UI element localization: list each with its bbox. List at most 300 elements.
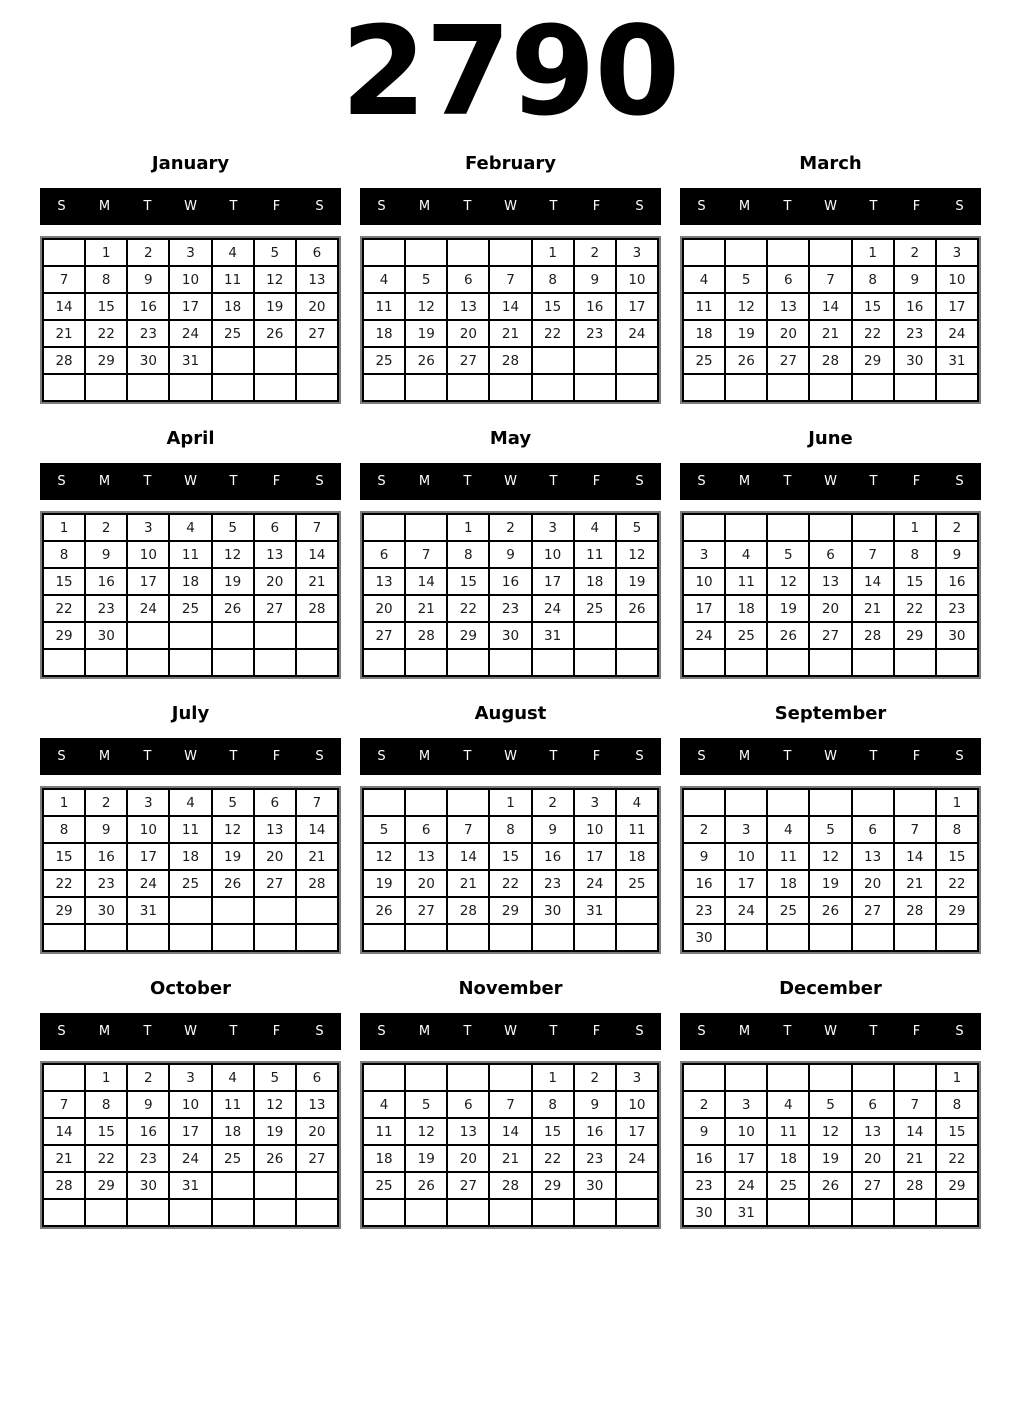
day-of-week-header (40, 463, 341, 500)
day-cell (296, 1199, 338, 1226)
month-table-outline (680, 786, 981, 954)
day-cell: 2 (574, 1064, 616, 1091)
week-row (363, 347, 658, 374)
day-cell: 20 (296, 1118, 338, 1145)
month-may (360, 428, 661, 679)
day-cell (254, 1172, 296, 1199)
day-of-week-label: M (738, 749, 751, 765)
day-cell: 25 (767, 897, 809, 924)
day-cell (127, 924, 169, 951)
day-cell: 25 (683, 347, 725, 374)
day-cell (363, 924, 405, 951)
day-cell (296, 347, 338, 374)
day-cell: 9 (936, 541, 978, 568)
day-cell: 10 (683, 568, 725, 595)
day-cell: 28 (296, 595, 338, 622)
day-cell (725, 649, 767, 676)
day-cell: 23 (683, 1172, 725, 1199)
day-of-week-header (680, 738, 981, 775)
day-cell (212, 924, 254, 951)
day-cell: 20 (447, 1145, 489, 1172)
day-cell: 15 (85, 1118, 127, 1145)
day-cell (852, 514, 894, 541)
day-cell: 1 (936, 789, 978, 816)
day-cell: 13 (447, 293, 489, 320)
day-cell: 10 (936, 266, 978, 293)
day-cell: 23 (683, 897, 725, 924)
day-cell (405, 1199, 447, 1226)
day-cell: 27 (447, 1172, 489, 1199)
day-cell: 13 (254, 816, 296, 843)
day-of-week-header (360, 188, 661, 225)
day-cell: 19 (616, 568, 658, 595)
day-cell: 10 (616, 266, 658, 293)
day-cell: 9 (85, 816, 127, 843)
day-cell: 16 (532, 843, 574, 870)
day-of-week-label: S (635, 199, 644, 215)
day-cell (852, 374, 894, 401)
day-of-week-label: M (738, 199, 751, 215)
day-cell: 29 (43, 897, 85, 924)
day-cell: 18 (616, 843, 658, 870)
day-cell (212, 374, 254, 401)
day-cell (683, 514, 725, 541)
week-row (43, 595, 338, 622)
day-cell: 13 (296, 266, 338, 293)
day-cell: 23 (85, 870, 127, 897)
day-cell: 21 (809, 320, 851, 347)
month-name: June (808, 428, 853, 450)
day-cell: 5 (254, 1064, 296, 1091)
week-row (363, 568, 658, 595)
month-days-table (362, 788, 659, 952)
week-row (683, 649, 978, 676)
day-of-week-header (40, 188, 341, 225)
day-of-week-label: M (418, 474, 431, 490)
month-name: September (774, 703, 887, 725)
day-cell: 11 (574, 541, 616, 568)
month-name: March (799, 153, 862, 175)
week-row (683, 1172, 978, 1199)
day-of-week-label: S (955, 1024, 964, 1040)
day-cell: 19 (363, 870, 405, 897)
day-cell: 30 (683, 1199, 725, 1226)
day-cell: 3 (532, 514, 574, 541)
day-cell: 2 (683, 816, 725, 843)
day-cell (683, 374, 725, 401)
day-cell (809, 514, 851, 541)
day-cell: 1 (447, 514, 489, 541)
day-cell: 24 (616, 1145, 658, 1172)
day-cell: 21 (296, 568, 338, 595)
day-cell: 8 (532, 266, 574, 293)
day-cell (532, 347, 574, 374)
week-row (43, 1172, 338, 1199)
day-cell (212, 347, 254, 374)
day-cell: 30 (936, 622, 978, 649)
day-of-week-label: W (184, 474, 197, 490)
day-cell: 18 (683, 320, 725, 347)
day-of-week-label: T (783, 474, 792, 490)
day-of-week-label: T (463, 1024, 472, 1040)
day-cell: 17 (169, 1118, 211, 1145)
day-cell: 17 (936, 293, 978, 320)
day-of-week-label: S (57, 474, 66, 490)
day-cell: 15 (489, 843, 531, 870)
day-cell (169, 897, 211, 924)
day-cell: 29 (489, 897, 531, 924)
day-cell (127, 649, 169, 676)
week-row (363, 374, 658, 401)
day-of-week-label: S (635, 1024, 644, 1040)
day-cell (489, 239, 531, 266)
day-cell: 1 (43, 514, 85, 541)
week-row (363, 1118, 658, 1145)
day-of-week-label: S (57, 1024, 66, 1040)
week-row (43, 541, 338, 568)
day-cell: 20 (254, 843, 296, 870)
day-cell (489, 1199, 531, 1226)
month-days-table (682, 513, 979, 677)
day-cell: 20 (363, 595, 405, 622)
day-of-week-label: S (57, 749, 66, 765)
month-days-table (362, 513, 659, 677)
day-of-week-label: S (57, 199, 66, 215)
day-of-week-label: M (418, 1024, 431, 1040)
day-cell (767, 374, 809, 401)
week-row (683, 239, 978, 266)
day-cell: 27 (852, 897, 894, 924)
day-cell: 5 (616, 514, 658, 541)
day-of-week-label: F (592, 1024, 601, 1040)
day-cell (363, 514, 405, 541)
day-cell (212, 1199, 254, 1226)
day-cell (363, 1199, 405, 1226)
day-cell: 12 (254, 1091, 296, 1118)
day-of-week-label: S (315, 474, 324, 490)
day-cell: 14 (405, 568, 447, 595)
day-cell: 15 (43, 568, 85, 595)
day-cell (574, 347, 616, 374)
day-cell: 13 (405, 843, 447, 870)
calendar-grid (40, 153, 981, 1229)
day-cell: 11 (169, 816, 211, 843)
week-row (363, 1064, 658, 1091)
day-cell: 7 (809, 266, 851, 293)
day-cell: 27 (405, 897, 447, 924)
day-cell: 28 (447, 897, 489, 924)
day-cell: 4 (767, 816, 809, 843)
day-cell: 17 (725, 1145, 767, 1172)
day-cell: 25 (767, 1172, 809, 1199)
day-cell: 30 (127, 347, 169, 374)
day-cell: 9 (489, 541, 531, 568)
day-cell: 27 (809, 622, 851, 649)
day-cell: 6 (296, 1064, 338, 1091)
day-cell: 7 (894, 816, 936, 843)
week-row (43, 649, 338, 676)
day-cell (894, 1199, 936, 1226)
day-cell: 10 (127, 816, 169, 843)
day-cell (296, 924, 338, 951)
day-cell: 1 (532, 1064, 574, 1091)
week-row (683, 266, 978, 293)
day-cell: 28 (894, 1172, 936, 1199)
day-cell: 13 (363, 568, 405, 595)
day-cell: 14 (43, 1118, 85, 1145)
day-cell: 25 (363, 1172, 405, 1199)
day-cell: 2 (85, 514, 127, 541)
day-cell: 5 (212, 789, 254, 816)
day-cell: 11 (767, 1118, 809, 1145)
day-cell: 30 (894, 347, 936, 374)
day-cell: 9 (574, 266, 616, 293)
day-cell (767, 649, 809, 676)
week-row (363, 1199, 658, 1226)
day-cell: 19 (767, 595, 809, 622)
week-row (683, 374, 978, 401)
day-cell: 3 (574, 789, 616, 816)
day-cell: 12 (405, 1118, 447, 1145)
day-cell: 16 (894, 293, 936, 320)
day-cell: 6 (405, 816, 447, 843)
month-february (360, 153, 661, 404)
day-cell: 8 (936, 816, 978, 843)
day-cell: 27 (254, 870, 296, 897)
day-of-week-label: W (824, 199, 837, 215)
day-cell (683, 1064, 725, 1091)
day-of-week-label: T (549, 749, 558, 765)
day-cell (296, 622, 338, 649)
day-cell (43, 924, 85, 951)
day-cell: 13 (809, 568, 851, 595)
week-row (683, 1118, 978, 1145)
day-cell: 5 (405, 266, 447, 293)
day-cell: 5 (725, 266, 767, 293)
day-of-week-label: M (98, 199, 111, 215)
day-cell: 2 (683, 1091, 725, 1118)
day-of-week-label: T (229, 1024, 238, 1040)
day-cell: 18 (169, 568, 211, 595)
day-cell (725, 1064, 767, 1091)
day-cell (809, 1199, 851, 1226)
day-of-week-label: S (377, 1024, 386, 1040)
day-cell: 31 (169, 1172, 211, 1199)
day-cell: 4 (169, 789, 211, 816)
day-of-week-header (360, 738, 661, 775)
day-of-week-header (40, 1013, 341, 1050)
day-of-week-label: F (592, 749, 601, 765)
week-row (363, 293, 658, 320)
day-cell: 6 (447, 1091, 489, 1118)
month-august (360, 703, 661, 954)
day-cell (616, 924, 658, 951)
day-cell (43, 374, 85, 401)
day-cell (767, 1199, 809, 1226)
day-cell: 14 (852, 568, 894, 595)
day-cell: 11 (616, 816, 658, 843)
day-cell: 7 (447, 816, 489, 843)
day-of-week-label: T (783, 1024, 792, 1040)
month-october (40, 978, 341, 1229)
day-of-week-label: M (98, 474, 111, 490)
day-cell (43, 239, 85, 266)
day-cell: 20 (254, 568, 296, 595)
day-cell: 1 (936, 1064, 978, 1091)
month-table-outline (40, 511, 341, 679)
day-of-week-label: T (869, 749, 878, 765)
day-cell: 16 (489, 568, 531, 595)
day-cell (405, 374, 447, 401)
week-row (43, 1145, 338, 1172)
day-of-week-label: S (315, 1024, 324, 1040)
week-row (363, 1145, 658, 1172)
month-table-outline (360, 1061, 661, 1229)
day-of-week-label: F (272, 199, 281, 215)
day-cell: 5 (405, 1091, 447, 1118)
day-cell (489, 1064, 531, 1091)
day-cell: 12 (212, 541, 254, 568)
day-cell: 12 (363, 843, 405, 870)
day-cell (169, 374, 211, 401)
day-cell (683, 789, 725, 816)
day-of-week-label: W (504, 1024, 517, 1040)
day-cell (532, 374, 574, 401)
week-row (683, 789, 978, 816)
day-cell: 18 (169, 843, 211, 870)
day-cell: 24 (169, 1145, 211, 1172)
day-cell: 24 (127, 595, 169, 622)
day-cell: 26 (254, 320, 296, 347)
day-cell: 16 (683, 870, 725, 897)
week-row (363, 897, 658, 924)
day-cell (936, 374, 978, 401)
day-cell: 15 (852, 293, 894, 320)
week-row (363, 320, 658, 347)
day-of-week-label: M (98, 1024, 111, 1040)
day-cell (616, 649, 658, 676)
day-cell: 29 (936, 897, 978, 924)
day-cell: 22 (489, 870, 531, 897)
month-september (680, 703, 981, 954)
day-of-week-label: S (955, 474, 964, 490)
day-cell (447, 239, 489, 266)
week-row (363, 843, 658, 870)
day-cell: 14 (894, 1118, 936, 1145)
day-cell: 12 (809, 843, 851, 870)
month-july (40, 703, 341, 954)
day-of-week-header (680, 188, 981, 225)
day-cell: 6 (767, 266, 809, 293)
week-row (363, 541, 658, 568)
month-table-outline (40, 1061, 341, 1229)
day-cell: 19 (405, 320, 447, 347)
day-cell (767, 924, 809, 951)
day-of-week-label: T (549, 474, 558, 490)
day-cell: 23 (85, 595, 127, 622)
day-cell (616, 897, 658, 924)
day-cell: 27 (363, 622, 405, 649)
day-cell: 20 (852, 870, 894, 897)
day-cell: 10 (574, 816, 616, 843)
day-cell: 5 (212, 514, 254, 541)
day-cell (212, 622, 254, 649)
day-of-week-label: W (184, 1024, 197, 1040)
week-row (363, 622, 658, 649)
day-cell: 26 (809, 1172, 851, 1199)
day-cell: 7 (43, 266, 85, 293)
day-cell: 4 (212, 239, 254, 266)
day-cell: 10 (532, 541, 574, 568)
day-cell: 3 (725, 816, 767, 843)
day-of-week-label: T (783, 749, 792, 765)
day-cell: 3 (127, 514, 169, 541)
week-row (683, 816, 978, 843)
day-cell (574, 649, 616, 676)
day-cell: 25 (212, 1145, 254, 1172)
day-of-week-label: W (184, 199, 197, 215)
week-row (363, 239, 658, 266)
day-cell: 27 (296, 1145, 338, 1172)
day-cell: 9 (85, 541, 127, 568)
week-row (683, 1064, 978, 1091)
day-cell: 28 (489, 1172, 531, 1199)
day-cell: 17 (127, 843, 169, 870)
week-row (683, 1199, 978, 1226)
day-cell: 15 (936, 843, 978, 870)
day-cell (127, 374, 169, 401)
day-of-week-label: M (418, 199, 431, 215)
day-cell (894, 924, 936, 951)
day-cell: 9 (683, 843, 725, 870)
day-cell: 28 (489, 347, 531, 374)
day-cell (405, 514, 447, 541)
day-cell: 18 (363, 320, 405, 347)
day-of-week-header (360, 463, 661, 500)
day-cell: 16 (85, 843, 127, 870)
day-of-week-label: F (272, 1024, 281, 1040)
day-cell: 23 (574, 1145, 616, 1172)
month-name: August (474, 703, 547, 725)
day-cell (43, 1199, 85, 1226)
week-row (363, 1172, 658, 1199)
day-cell: 29 (894, 622, 936, 649)
day-cell: 1 (43, 789, 85, 816)
day-cell (725, 374, 767, 401)
day-cell: 30 (532, 897, 574, 924)
day-cell: 11 (363, 1118, 405, 1145)
day-cell: 30 (683, 924, 725, 951)
day-cell: 21 (489, 320, 531, 347)
day-cell: 14 (296, 541, 338, 568)
day-cell: 21 (447, 870, 489, 897)
day-of-week-label: S (697, 1024, 706, 1040)
day-cell (363, 239, 405, 266)
week-row (683, 541, 978, 568)
day-cell: 7 (405, 541, 447, 568)
day-cell: 11 (725, 568, 767, 595)
week-row (683, 347, 978, 374)
month-name: January (151, 153, 230, 175)
day-cell (725, 789, 767, 816)
day-cell: 14 (809, 293, 851, 320)
day-cell: 19 (725, 320, 767, 347)
week-row (43, 239, 338, 266)
day-cell: 17 (532, 568, 574, 595)
day-cell: 17 (574, 843, 616, 870)
week-row (43, 924, 338, 951)
day-cell: 6 (363, 541, 405, 568)
